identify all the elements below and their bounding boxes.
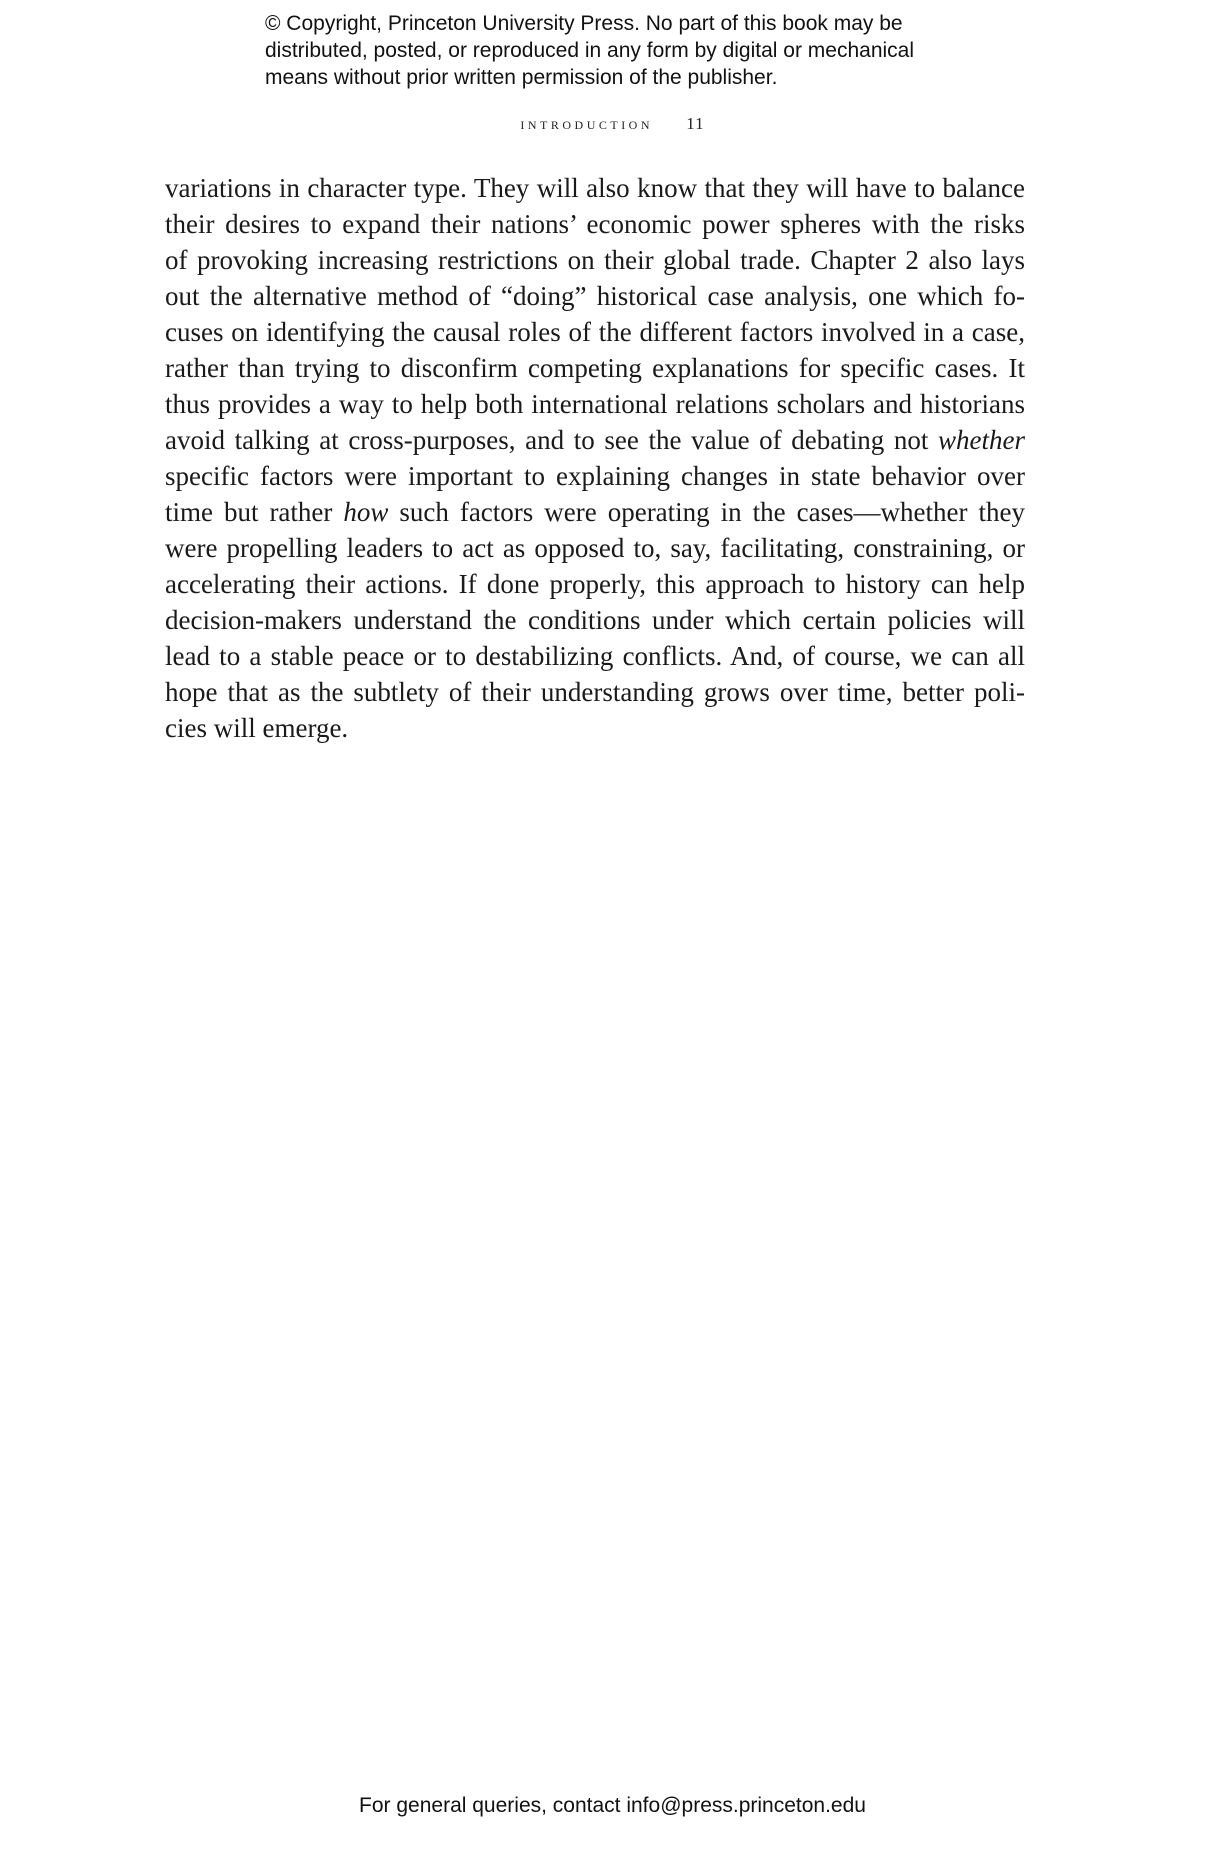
text-line: cies will emerge. xyxy=(165,713,349,743)
text-segment: such factors were operating in the cases—whether they xyxy=(388,497,1025,527)
text-line: thus provides a way to help both international relations scholars and historians xyxy=(165,389,1025,419)
text-line: accelerating their actions. If done properly, this approach to history can help xyxy=(165,569,1025,599)
text-segment: avoid talking at cross-purposes, and to see the value of debating not xyxy=(165,425,938,455)
text-line: specific factors were important to explaining changes in state behavior over xyxy=(165,461,1025,491)
copyright-line: means without prior written permission of the publisher. xyxy=(265,66,778,89)
running-head xyxy=(0,114,1225,134)
text-line: out the alternative method of “doing” historical case analysis, one which fo- xyxy=(165,281,1025,311)
running-head-title: introduction xyxy=(520,114,654,133)
text-segment: time but rather xyxy=(165,497,344,527)
text-line: of provoking increasing restrictions on their global trade. Chapter 2 also lays xyxy=(165,245,1025,275)
footer-contact: For general queries, contact info@press.princeton.edu xyxy=(359,1794,866,1817)
text-line: decision-makers understand the conditions under which certain policies will xyxy=(165,605,1025,635)
text-line xyxy=(165,422,1025,458)
copyright-line: distributed, posted, or reproduced in any form by digital or mechanical xyxy=(265,39,915,62)
copyright-line: © Copyright, Princeton University Press. No part of this book may be xyxy=(265,12,903,35)
text-line: variations in character type. They will also know that they will have to balance xyxy=(165,173,1025,203)
text-line: were propelling leaders to act as opposed to, say, facilitating, constraining, or xyxy=(165,533,1025,563)
text-line: cuses on identifying the causal roles of the different factors involved in a case, xyxy=(165,317,1025,347)
text-line xyxy=(165,494,1025,530)
copyright-notice xyxy=(265,10,1025,91)
page-number: 11 xyxy=(686,114,705,133)
text-line: rather than trying to disconfirm competing explanations for specific cases. It xyxy=(165,353,1025,383)
text-line: lead to a stable peace or to destabilizing conflicts. And, of course, we can all xyxy=(165,641,1025,671)
text-line: hope that as the subtlety of their understanding grows over time, better poli- xyxy=(165,677,1025,707)
body-paragraph xyxy=(165,170,1025,746)
text-line: their desires to expand their nations’ economic power spheres with the risks xyxy=(165,209,1025,239)
italic-emphasis: whether xyxy=(938,425,1025,455)
italic-emphasis: how xyxy=(343,497,389,527)
